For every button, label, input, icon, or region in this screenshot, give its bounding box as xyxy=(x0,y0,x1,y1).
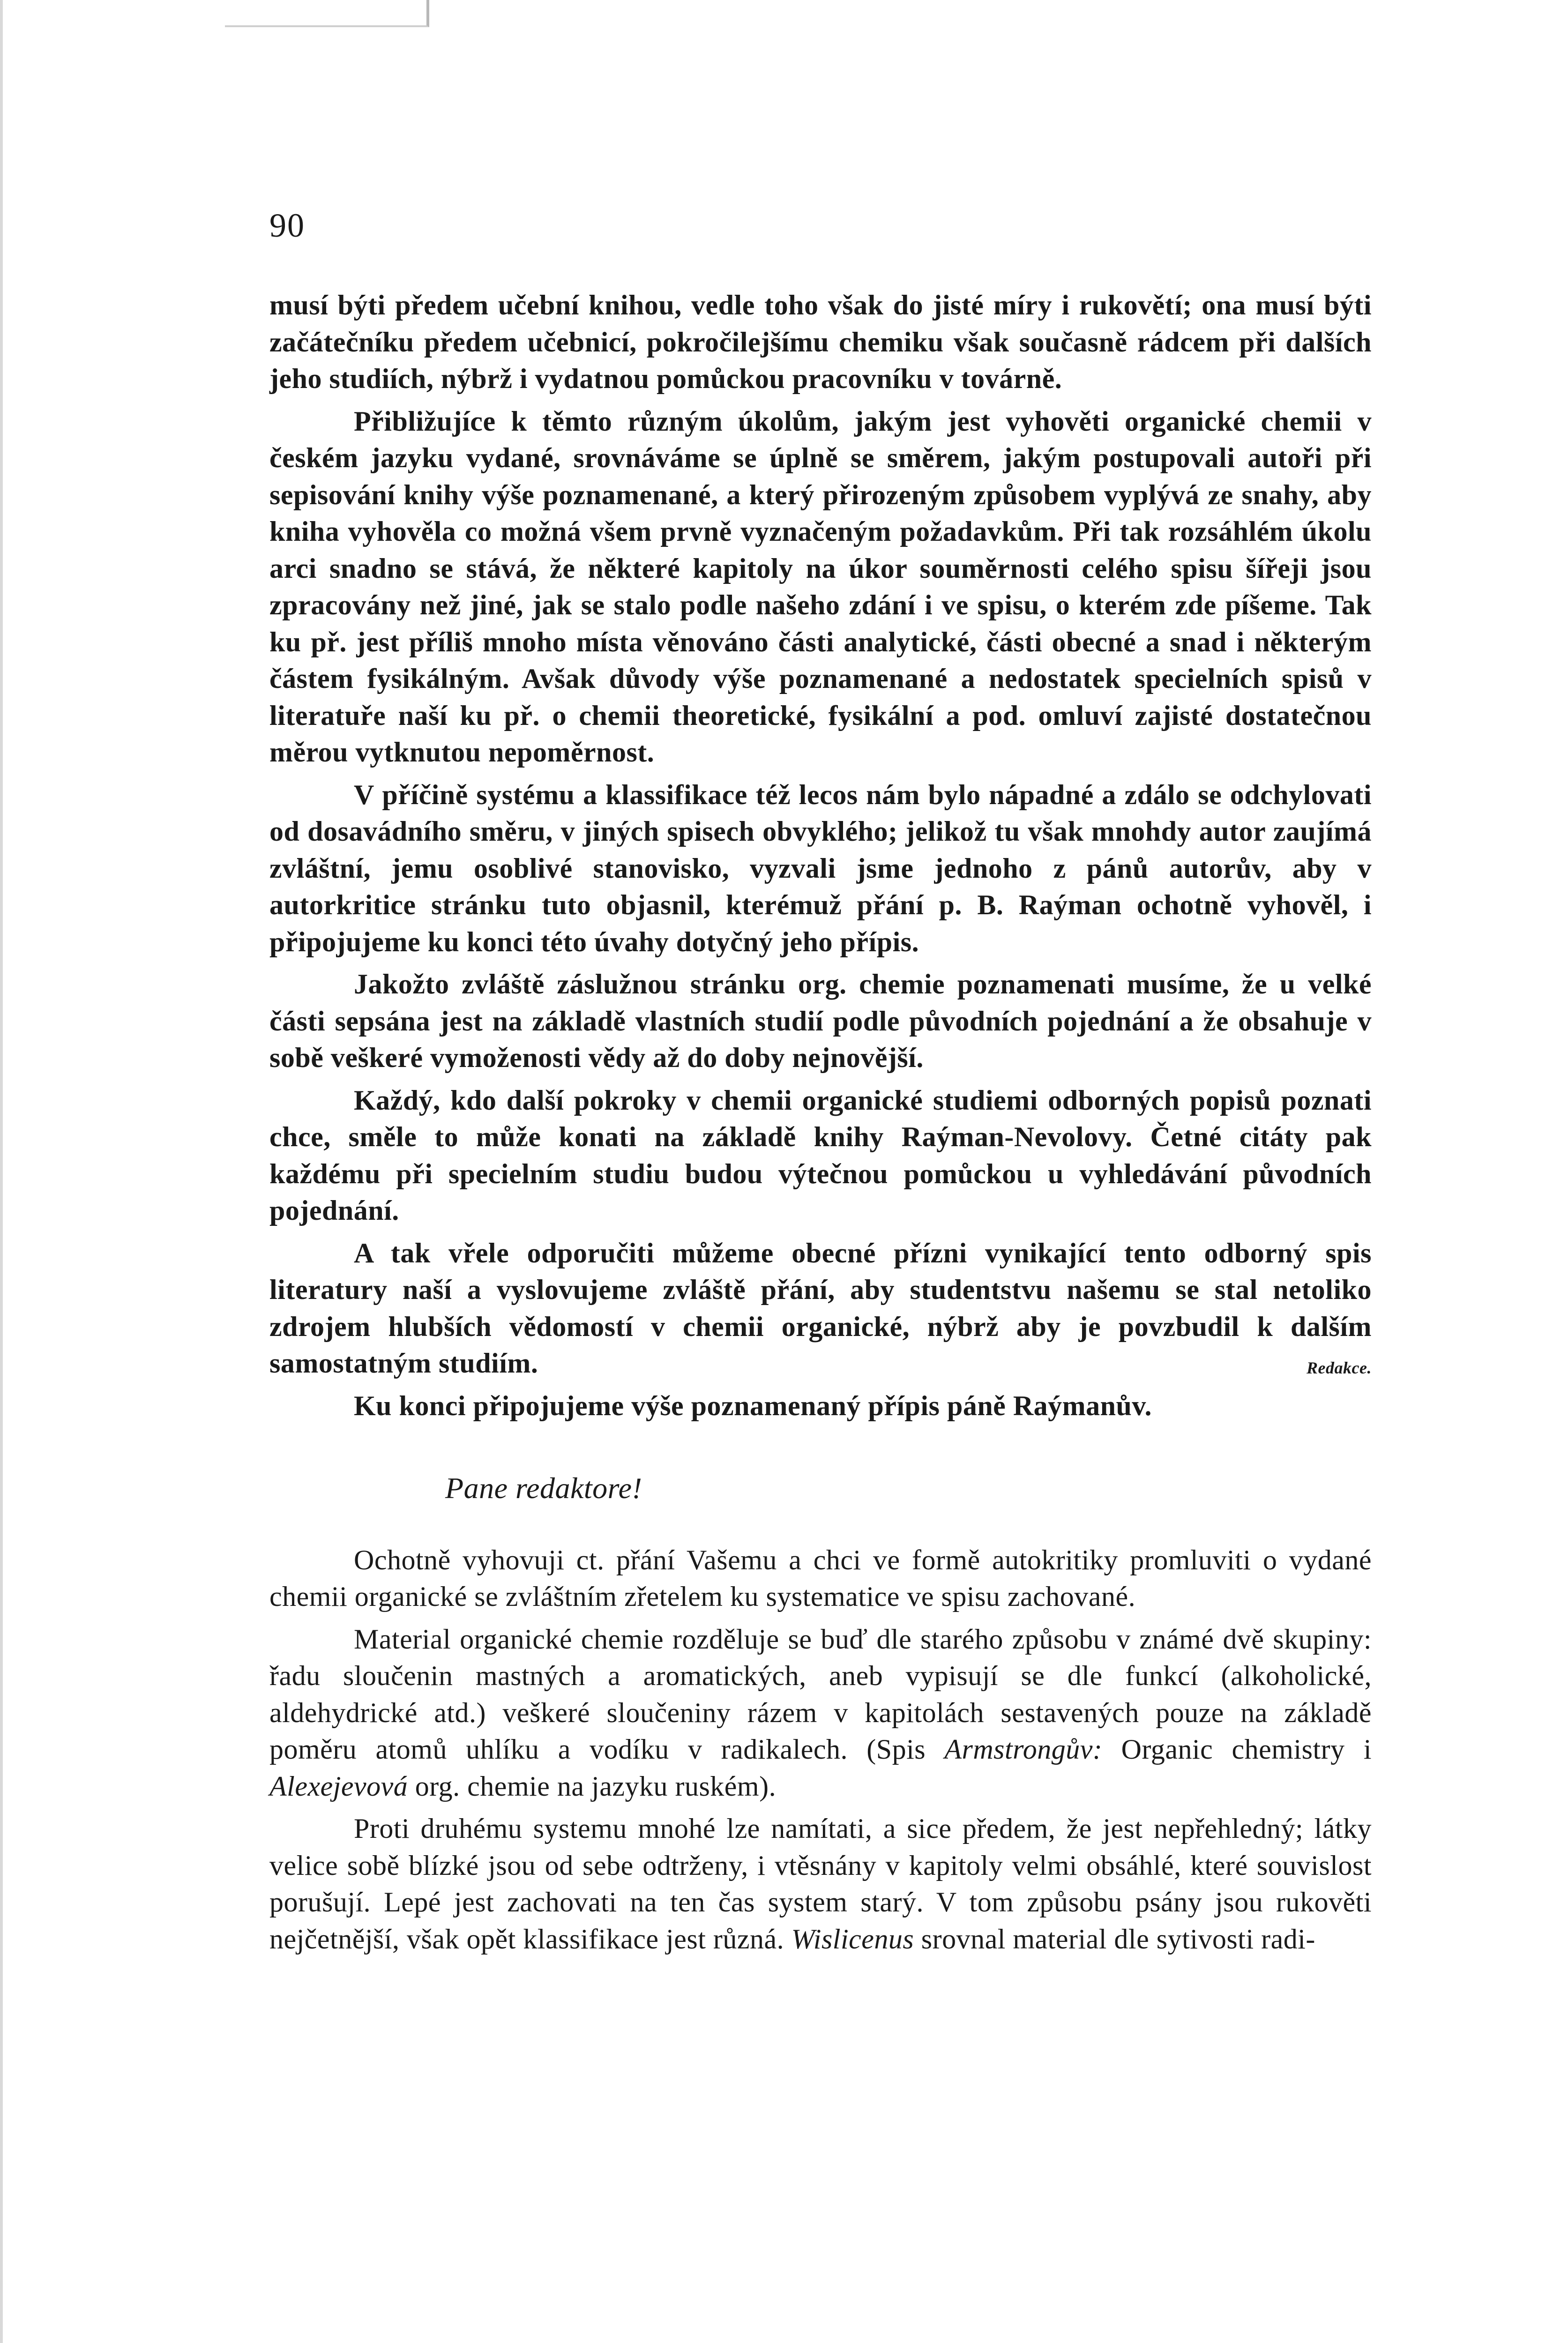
letter-text: Proti druhému systemu mnohé lze namítati, a sice předem, že jest nepřehledný; látky velice sobě blízké jsou od sebe odtrženy, i vtěsnány v kapitoly velmi obsáhlé, které souvislost porušují. Lepé jest zachovati na ten čas system starý. V tom způsobu psány jsou rukověti nejčetnější, však opět klassifikace jest různá. xyxy=(269,1813,1372,1955)
editor-signoff: Redakce. xyxy=(1307,1358,1372,1377)
page-body xyxy=(269,287,1372,1963)
paragraph-classification: V příčině systému a klassifikace též lecos nám bylo nápadné a zdálo se odchylovati od dosavádního směru, v jiných spisech obvyklého; jelikož tu však mnohdy autor zaujímá zvláštní, jemu osoblivé stanovisko, vyzvali jsme jednoho z pánů autorův, aby v autorkritice stránku tuto objasnil, kterémuž přání p. B. Raýman ochotně vyhověl, i připojujeme ku konci této úvahy dotyčný jeho přípis. xyxy=(269,779,1372,957)
paragraph-citations: Každý, kdo další pokroky v chemii organické studiemi odborných popisů poznati chce, směle to může konati na základě knihy Raýman-Nevolovy. Četné citáty pak každému při specielním studiu budou výtečnou pomůckou u vyhledávání původních pojednání. xyxy=(269,1084,1372,1226)
letter-text: srovnal material dle sytivosti radi- xyxy=(914,1923,1315,1955)
letter-text: Material organické chemie rozděluje se buď dle starého způsobu v známé dvě skupiny: řadu sloučenin mastných a aromatických, aneb vypisují se dle funkcí (alkoholické, aldehydrické atd.) veškeré sloučeniny rázem v kapitolách sestavených pouze na základě poměru atomů uhlíku a vodíku v radikalech. (Spis xyxy=(269,1623,1372,1765)
letter-paragraph-critique xyxy=(269,1810,1372,1957)
letter-text: Organic chemistry i xyxy=(1102,1734,1372,1765)
letter-paragraph-systems xyxy=(269,1621,1372,1805)
scan-top-mark xyxy=(225,0,429,27)
letter-paragraph-intro: Ochotně vyhovuji ct. přání Vašemu a chci ve formě autokritiky promluviti o vydané chemii organické se zvláštním zřetelem ku systematice ve spisu zachované. xyxy=(269,1544,1372,1612)
letter-salutation: Pane redaktore! xyxy=(445,1471,642,1505)
letter-body xyxy=(269,1542,1372,1958)
paragraph-approach: Přibližujíce k těmto různým úkolům, jakým jest vyhověti organické chemii v českém jazyku vydané, srovnáváme se úplně se směrem, jakým postupovali autoři při sepisování knihy výše poznamenané, a který přirozeným způsobem vyplývá ze snahy, aby kniha vyhověla co možná všem prvně vyznačeným požadavkům. Při tak rozsáhlém úkolu arci snadno se stává, že některé kapitoly na úkor souměrnosti celého spisu šířeji jsou zpracovány než jiné, jak se stalo podle našeho zdání i ve spisu, o kterém zde píšeme. Tak ku př. jest příliš mnoho místa věnováno části analytické, části obecné a snad i některým částem fysikálným. Avšak důvody výše poznamenané a nedostatek specielních spisů v literatuře naší ku př. o chemii theoretické, fysikální a pod. omluví zajisté dostatečnou měrou vytknutou nepoměrnost. xyxy=(269,405,1372,768)
letter-text: org. chemie na jazyku ruském). xyxy=(408,1770,777,1802)
author-armstrong: Armstrongův: xyxy=(944,1734,1103,1765)
page-number: 90 xyxy=(269,207,305,244)
recommendation-text: A tak vřele odporučiti můžeme obecné přízni vynikající tento odborný spis literatury naší a vyslovujeme zvláště přání, aby studentstvu našemu se stal netoliko zdrojem hlubších vědomostí v chemii organické, nýbrž aby je povzbudil k dalším samostatným studiím. xyxy=(269,1237,1372,1379)
paragraph-continuation: musí býti předem učební knihou, vedle toho však do jisté míry i rukovětí; ona musí býti začátečníku předem učebnicí, pokročilejšímu chemiku však současně rádcem při dalších jeho studiích, nýbrž i vydatnou pomůckou pracovníku v továrně. xyxy=(269,290,1372,394)
paragraph-recommendation xyxy=(269,1235,1372,1382)
paragraph-merits: Jakožto zvláště záslužnou stránku org. chemie poznamenati musíme, že u velké části sepsána jest na základě vlastních studií podle původních pojednání a že obsahuje v sobě veškeré vymoženosti vědy až do doby nejnovější. xyxy=(269,969,1372,1073)
author-alexejev: Alexejevová xyxy=(269,1770,408,1802)
author-wislicenus: Wislicenus xyxy=(791,1923,914,1955)
paragraph-letter-intro: Ku konci připojujeme výše poznamenaný přípis páně Raýmanův. xyxy=(354,1390,1152,1421)
